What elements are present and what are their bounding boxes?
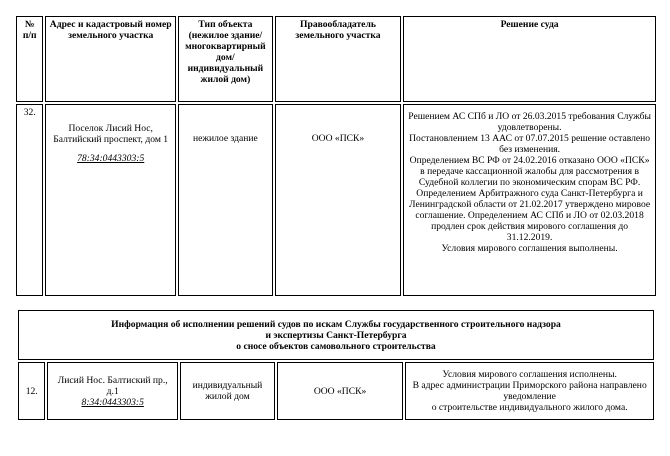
row-owner: ООО «ПСК»	[277, 362, 403, 420]
decision-line: Постановлением 13 ААС от 07.07.2015 решение оставлено без изменения.	[409, 133, 651, 155]
row-decision	[405, 362, 654, 420]
demolition-info-table	[16, 308, 656, 422]
title-line: Информация об исполнении решений судов по искам Службы государственного строительного надзора	[111, 318, 561, 330]
row-type: индивидуальный жилой дом	[180, 362, 275, 420]
header-row	[16, 16, 656, 102]
section-title	[18, 310, 654, 360]
table-row	[18, 362, 654, 420]
title-line: о сносе объектов самовольного строительства	[236, 340, 436, 352]
row-cadastral-number: 8:34:0443303:5	[81, 396, 144, 408]
court-decisions-table	[14, 14, 658, 298]
decision-line: Решением АС СПб и ЛО от 26.03.2015 требования Службы удовлетворены.	[408, 111, 651, 133]
decision-line: В адрес администрации Приморского района направлено уведомление	[412, 380, 647, 402]
table-row	[16, 104, 656, 296]
row-address-cell	[45, 104, 176, 296]
row-address-cell	[47, 362, 178, 420]
header-owner: Правообладатель земельного участка	[275, 16, 401, 102]
decision-line: Условия мирового соглашения выполнены.	[441, 243, 618, 254]
row-num: 12.	[18, 362, 45, 420]
decision-line: Определением Арбитражного суда Санкт-Петербурга и Ленинградской области от 21.02.2017 утверждено мировое соглашение. Определением АС СПб и ЛО от 02.03.2018 продлен срок действия мирового соглашения до 31.12.2019.	[409, 188, 651, 243]
row-num: 32.	[16, 104, 43, 296]
row-cadastral-number: 78:34:0443303:5	[77, 153, 145, 164]
row-decision	[403, 104, 656, 296]
header-decision: Решение суда	[403, 16, 656, 102]
header-type: Тип объекта (нежилое здание/ многоквартирный дом/ индивидуальный жилой дом)	[178, 16, 273, 102]
row-address: Поселок Лисий Нос, Балтийский проспект, дом 1	[53, 123, 169, 145]
title-row	[18, 310, 654, 360]
header-num: № п/п	[16, 16, 43, 102]
row-type: нежилое здание	[178, 104, 273, 296]
title-line: и экспертизы Санкт-Петербурга	[265, 329, 407, 341]
decision-line: Условия мирового соглашения исполнены.	[442, 369, 617, 380]
row-address: Лисий Нос. Балтиский пр., д.1	[57, 374, 168, 397]
decision-line: о строительстве индивидуального жилого дома.	[431, 402, 628, 413]
decision-line: Определением ВС РФ от 24.02.2016 отказано ООО «ПСК» в передаче кассационной жалобы для рассмотрения в Судебной коллегии по экономическим спорам ВС РФ.	[409, 155, 650, 188]
header-address: Адрес и кадастровый номер земельного участка	[45, 16, 176, 102]
row-owner: ООО «ПСК»	[275, 104, 401, 296]
